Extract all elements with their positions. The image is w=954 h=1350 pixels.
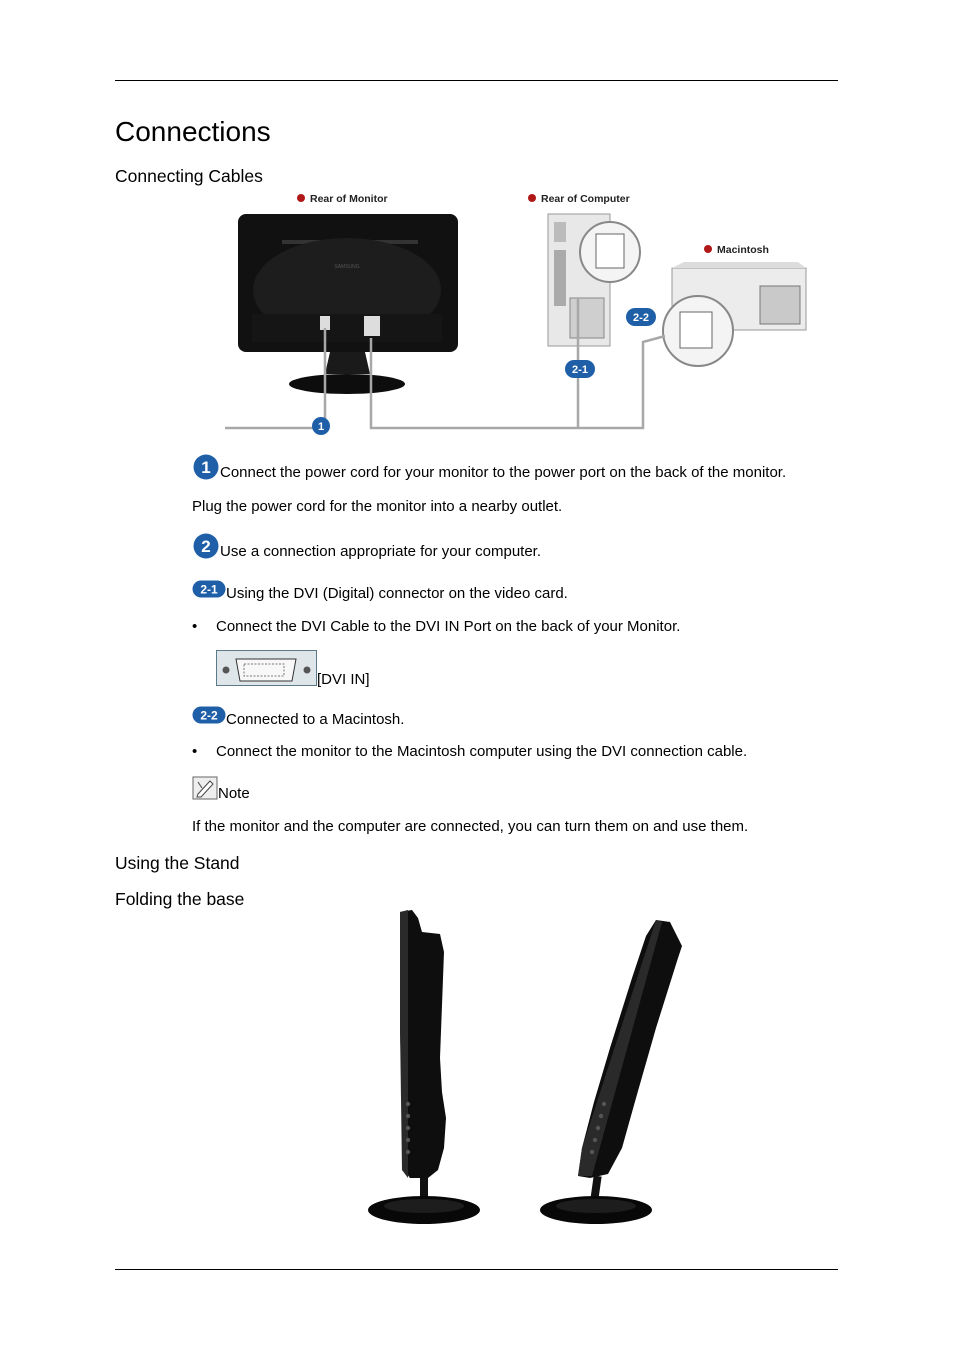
svg-text:1: 1 bbox=[317, 421, 325, 433]
svg-text:2-1: 2-1 bbox=[572, 364, 588, 376]
step-1-subtext: Plug the power cord for the monitor into a nearby outlet. bbox=[192, 498, 563, 515]
step-2-1-bullet-text: Connect the DVI Cable to the DVI IN Port on the back of your Monitor. bbox=[216, 618, 681, 635]
section-heading-folding-base: Folding the base bbox=[115, 889, 245, 909]
monitor-rear-illustration bbox=[238, 214, 458, 394]
note-label: Note bbox=[218, 785, 250, 802]
folding-base-illustration bbox=[360, 908, 700, 1232]
rear-of-monitor-label: Rear of Monitor bbox=[310, 193, 388, 205]
step-1-text: Connect the power cord for your monitor to the power port on the back of the monitor. bbox=[220, 464, 787, 481]
section-heading-connecting-cables: Connecting Cables bbox=[115, 166, 263, 186]
macintosh-dot-icon bbox=[704, 245, 712, 253]
bullet-marker: • bbox=[192, 618, 198, 635]
dvi-in-label: [DVI IN] bbox=[317, 671, 370, 688]
note-icon bbox=[192, 776, 218, 800]
step-2-2 bbox=[192, 706, 404, 728]
top-rule bbox=[115, 80, 838, 81]
dvi-port-icon bbox=[216, 650, 317, 686]
step-2-2-bullet-text: Connect the monitor to the Macintosh computer using the DVI connection cable. bbox=[216, 743, 748, 760]
step-1 bbox=[192, 454, 786, 481]
page-title: Connections bbox=[115, 116, 271, 147]
note bbox=[192, 776, 250, 802]
svg-text:2: 2 bbox=[201, 537, 211, 556]
rear-of-computer-dot-icon bbox=[528, 194, 536, 202]
step-2-badge-icon bbox=[192, 533, 220, 559]
diagram-badge-1 bbox=[312, 417, 330, 435]
svg-text:2-1: 2-1 bbox=[200, 582, 218, 597]
svg-text:1: 1 bbox=[201, 458, 211, 477]
step-2-2-text: Connected to a Macintosh. bbox=[226, 711, 405, 728]
diagram-badge-2-1 bbox=[565, 360, 595, 378]
rear-of-computer-label: Rear of Computer bbox=[541, 193, 630, 205]
step-2-1-bullet bbox=[192, 618, 681, 635]
step-2-1-badge-icon bbox=[192, 580, 226, 598]
macintosh-label: Macintosh bbox=[717, 244, 769, 256]
rear-of-monitor-dot-icon bbox=[297, 194, 305, 202]
note-text: If the monitor and the computer are connected, you can turn them on and use them. bbox=[192, 818, 749, 835]
step-2 bbox=[192, 533, 541, 560]
macintosh-illustration bbox=[663, 262, 806, 366]
bullet-marker: • bbox=[192, 743, 198, 760]
monitor-side-upright bbox=[368, 910, 480, 1224]
step-2-1 bbox=[192, 580, 568, 602]
svg-text:2-2: 2-2 bbox=[633, 312, 649, 324]
step-2-1-text: Using the DVI (Digital) connector on the video card. bbox=[226, 585, 568, 602]
connection-diagram bbox=[220, 188, 820, 440]
step-1-badge-icon bbox=[192, 454, 220, 480]
computer-tower-illustration bbox=[548, 214, 640, 346]
step-2-2-bullet bbox=[192, 743, 748, 760]
monitor-brand-label: SAMSUNG bbox=[334, 264, 360, 270]
step-2-2-badge-icon bbox=[192, 706, 226, 724]
monitor-side-tilted bbox=[540, 920, 682, 1224]
svg-text:2-2: 2-2 bbox=[200, 708, 218, 723]
bottom-rule bbox=[115, 1269, 838, 1270]
step-2-text: Use a connection appropriate for your computer. bbox=[220, 543, 542, 560]
section-heading-using-stand: Using the Stand bbox=[115, 853, 240, 873]
diagram-badge-2-2 bbox=[626, 308, 656, 326]
